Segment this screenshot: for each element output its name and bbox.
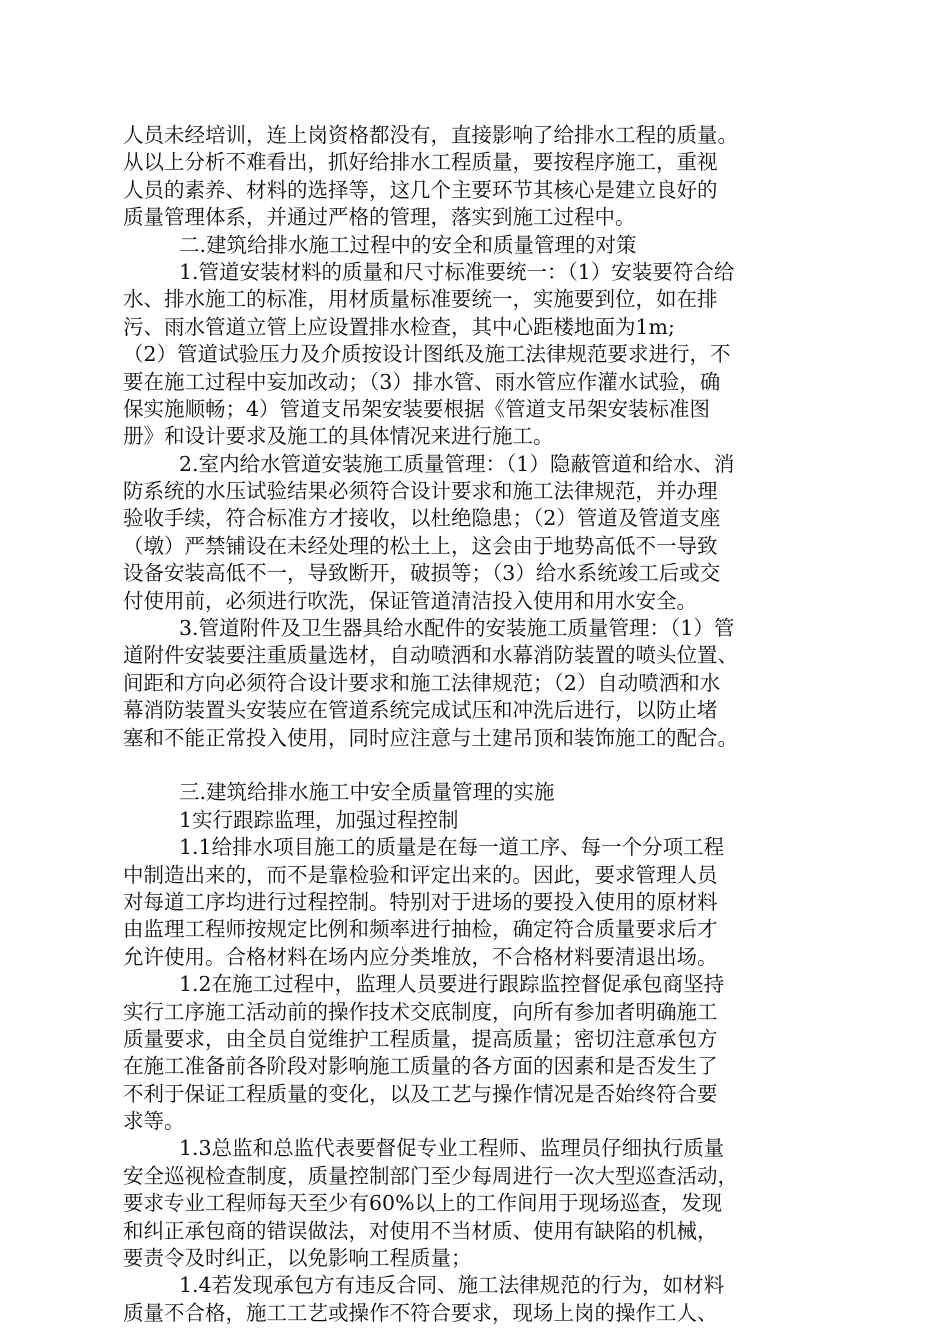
text-line: 和纠正承包商的错误做法，对使用不当材质、使用有缺陷的机械，	[123, 1218, 718, 1243]
text-line: 道附件安装要注重质量选材，自动喷洒和水幕消防装置的喷头位置、	[123, 643, 738, 668]
text-line: 求等。	[123, 1109, 185, 1134]
text-line: 人员的素养、材料的选择等，这几个主要环节其核心是建立良好的	[123, 177, 718, 202]
paragraph-3-1-3	[123, 1135, 833, 1272]
text-line: 要责令及时纠正，以免影响工程质量；	[123, 1246, 472, 1271]
document-body	[123, 122, 833, 1327]
text-line: 1.管道安装材料的质量和尺寸标准要统一：（1）安装要符合给	[179, 259, 735, 284]
text-line: 1.2在施工过程中，监理人员要进行跟踪监控督促承包商坚持	[179, 972, 725, 997]
text-line: 质量管理体系，并通过严格的管理，落实到施工过程中。	[123, 205, 636, 230]
text-line: 安全巡视检查制度，质量控制部门至少每周进行一次大型巡查活动，	[123, 1163, 738, 1188]
text-line: 付使用前，必须进行吹洗，保证管道清洁投入使用和用水安全。	[123, 588, 697, 613]
text-line: 防系统的水压试验结果必须符合设计要求和施工法律规范，并办理	[123, 479, 718, 504]
text-line: 中制造出来的，而不是靠检验和评定出来的。因此，要求管理人员	[123, 862, 718, 887]
text-line: （墩）严禁铺设在未经处理的松土上，这会由于地势高低不一导致	[123, 533, 718, 558]
text-line: 间距和方向必须符合设计要求和施工法律规范；（2）自动喷洒和水	[123, 670, 721, 695]
text-line: 2.室内给水管道安装施工质量管理：（1）隐蔽管道和给水、消	[179, 451, 735, 476]
text-line: 在施工准备前各阶段对影响施工质量的各方面的因素和是否发生了	[123, 1054, 718, 1079]
text-line: 质量要求，由全员自觉维护工程质量，提高质量；密切注意承包方	[123, 1026, 718, 1051]
text-line: 人员未经培训，连上岗资格都没有，直接影响了给排水工程的质量。	[123, 123, 738, 147]
text-line: 册》和设计要求及施工的具体情况来进行施工。	[123, 424, 554, 449]
paragraph-2-1	[123, 259, 833, 451]
text-line: 对每道工序均进行过程控制。特别对于进场的要投入使用的原材料	[123, 889, 718, 914]
text-line: 幕消防装置头安装应在管道系统完成试压和冲洗后进行，以防止堵	[123, 698, 718, 723]
paragraph-2-3	[123, 615, 833, 752]
text-line: 塞和不能正常投入使用，同时应注意与土建吊顶和装饰施工的配合。	[123, 725, 738, 750]
text-line: 污、雨水管道立管上应设置排水检查，其中心距楼地面为1m;	[123, 314, 675, 339]
blank-line	[123, 752, 833, 779]
paragraph-3-1-1	[123, 834, 833, 971]
paragraph-intro-continuation	[123, 122, 833, 232]
text-line: 1.1给排水项目施工的质量是在每一道工序、每一个分项工程	[179, 835, 725, 860]
text-line: 1.3总监和总监代表要督促专业工程师、监理员仔细执行质量	[179, 1136, 725, 1161]
section-heading-3: 三.建筑给排水施工中安全质量管理的实施	[179, 780, 555, 805]
text-line: 不利于保证工程质量的变化，以及工艺与操作情况是否始终符合要	[123, 1081, 718, 1106]
text-line: 从以上分析不难看出，抓好给排水工程质量，要按程序施工，重视	[123, 150, 718, 175]
text-line: 由监理工程师按规定比例和频率进行抽检，确定符合质量要求后才	[123, 917, 718, 942]
subsection-heading-3-1: 1实行跟踪监理，加强过程控制	[179, 807, 459, 832]
section-heading-2: 二.建筑给排水施工过程中的安全和质量管理的对策	[179, 232, 637, 257]
text-line: 保实施顺畅；4）管道支吊架安装要根据《管道支吊架安装标准图	[123, 396, 711, 421]
text-line: 允许使用。合格材料在场内应分类堆放，不合格材料要清退出场。	[123, 944, 718, 969]
text-line: （2）管道试验压力及介质按设计图纸及施工法律规范要求进行，不	[123, 342, 731, 367]
paragraph-2-2	[123, 451, 833, 615]
text-line: 要求专业工程师每天至少有60%以上的工作间用于现场巡查，发现	[123, 1191, 723, 1216]
text-line: 水、排水施工的标准，用材质量标准要统一，实施要到位，如在排	[123, 287, 718, 312]
text-line: 设备安装高低不一，导致断开，破损等；（3）给水系统竣工后或交	[123, 561, 721, 586]
paragraph-3-1-4	[123, 1272, 833, 1327]
text-line: 验收手续，符合标准方才接收，以杜绝隐患；（2）管道及管道支座	[123, 506, 721, 531]
paragraph-3-1-2	[123, 971, 833, 1135]
text-line: 质量不合格，施工工艺或操作不符合要求，现场上岗的操作工人、	[123, 1300, 718, 1325]
text-line: 3.管道附件及卫生器具给水配件的安装施工质量管理：（1）管	[179, 616, 735, 641]
text-line: 1.4若发现承包方有违反合同、施工法律规范的行为，如材料	[179, 1273, 725, 1298]
text-line: 要在施工过程中妄加改动；（3）排水管、雨水管应作灌水试验，确	[123, 369, 721, 394]
text-line: 实行工序施工活动前的操作技术交底制度，向所有参加者明确施工	[123, 999, 718, 1024]
